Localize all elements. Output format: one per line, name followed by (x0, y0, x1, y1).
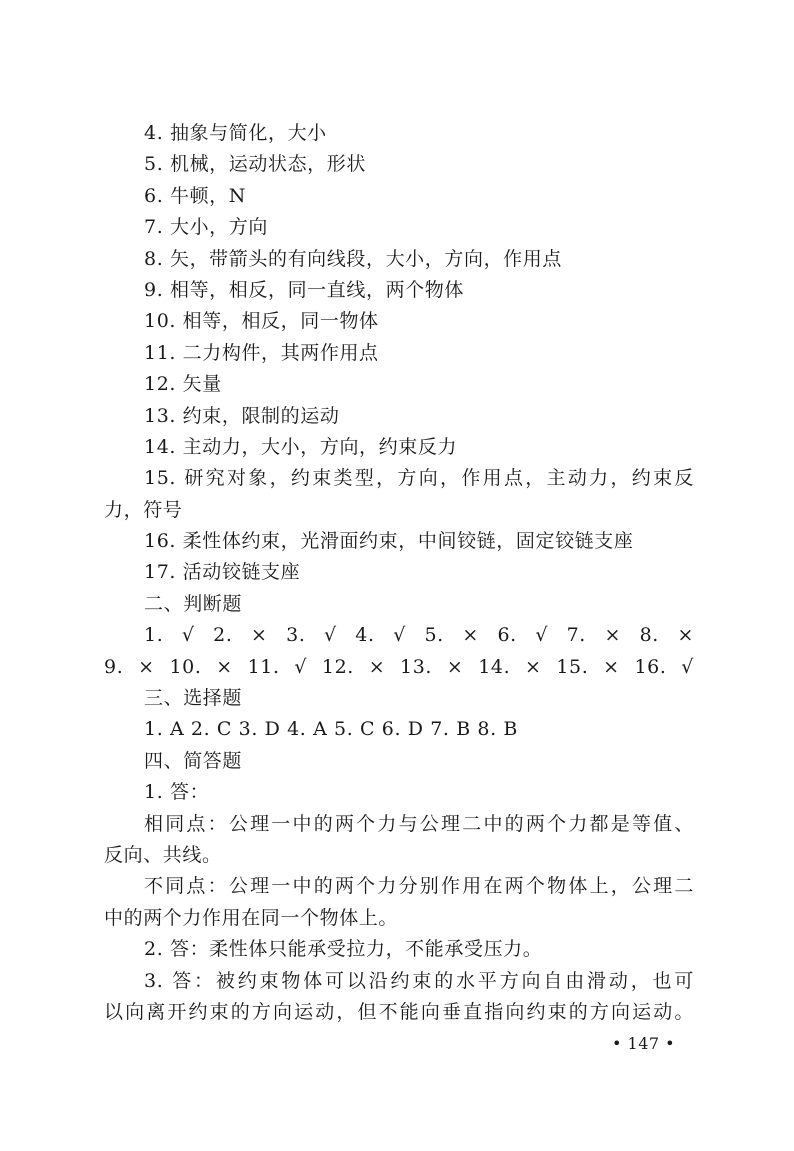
multiple-choice-answers: 1. A 2. C 3. D 4. A 5. C 6. D 7. B 8. B (144, 718, 518, 741)
answer-line-15-continued: 力，符号 (104, 498, 183, 521)
short-answer-1-similarities: 相同点：公理一中的两个力与公理二中的两个力都是等值、 (144, 812, 694, 835)
short-answer-1-similarities-continued: 反向、共线。 (104, 843, 222, 866)
section-heading-multiple-choice: 三、选择题 (144, 687, 243, 710)
answer-line-11: 11. 二力构件，其两作用点 (144, 341, 379, 364)
answer-line-5: 5. 机械，运动状态，形状 (144, 153, 366, 176)
page-number: • 147 • (612, 1034, 676, 1053)
true-false-answers-row-2: 9. × 10. × 11. √ 12. × 13. × 14. × 15. × 16. √ (104, 655, 694, 678)
answer-line-6: 6. 牛顿，N (144, 184, 246, 207)
short-answer-1-label: 1. 答： (144, 781, 210, 804)
answer-line-16: 16. 柔性体约束，光滑面约束，中间铰链，固定铰链支座 (144, 530, 634, 553)
answer-line-17: 17. 活动铰链支座 (144, 561, 301, 584)
section-heading-short-answer: 四、简答题 (144, 749, 243, 772)
answer-line-8: 8. 矢，带箭头的有向线段，大小，方向，作用点 (144, 247, 562, 270)
answer-line-4: 4. 抽象与简化，大小 (144, 122, 327, 144)
answer-line-9: 9. 相等，相反，同一直线，两个物体 (144, 278, 464, 301)
answer-line-14: 14. 主动力，大小，方向，约束反力 (144, 435, 458, 458)
answer-line-13: 13. 约束，限制的运动 (144, 404, 340, 427)
short-answer-1-differences: 不同点：公理一中的两个力分别作用在两个物体上，公理二 (144, 875, 694, 898)
answer-line-12: 12. 矢量 (144, 373, 222, 396)
answer-line-10: 10. 相等，相反，同一物体 (144, 310, 379, 333)
answer-line-15: 15. 研究对象，约束类型，方向，作用点，主动力，约束反 (144, 467, 694, 490)
answer-line-7: 7. 大小，方向 (144, 216, 268, 239)
section-heading-true-false: 二、判断题 (144, 592, 243, 615)
short-answer-2: 2. 答：柔性体只能承受拉力，不能承受压力。 (144, 938, 543, 961)
short-answer-3-continued: 以向离开约束的方向运动，但不能向垂直指向约束的方向运动。 (104, 1000, 694, 1023)
short-answer-1-differences-continued: 中的两个力作用在同一个物体上。 (104, 906, 399, 929)
answer-content (104, 118, 694, 1028)
short-answer-3: 3. 答：被约束物体可以沿约束的水平方向自由滑动，也可 (144, 969, 694, 992)
true-false-answers-row-1: 1. √ 2. × 3. √ 4. √ 5. × 6. √ 7. × 8. × (144, 624, 694, 647)
